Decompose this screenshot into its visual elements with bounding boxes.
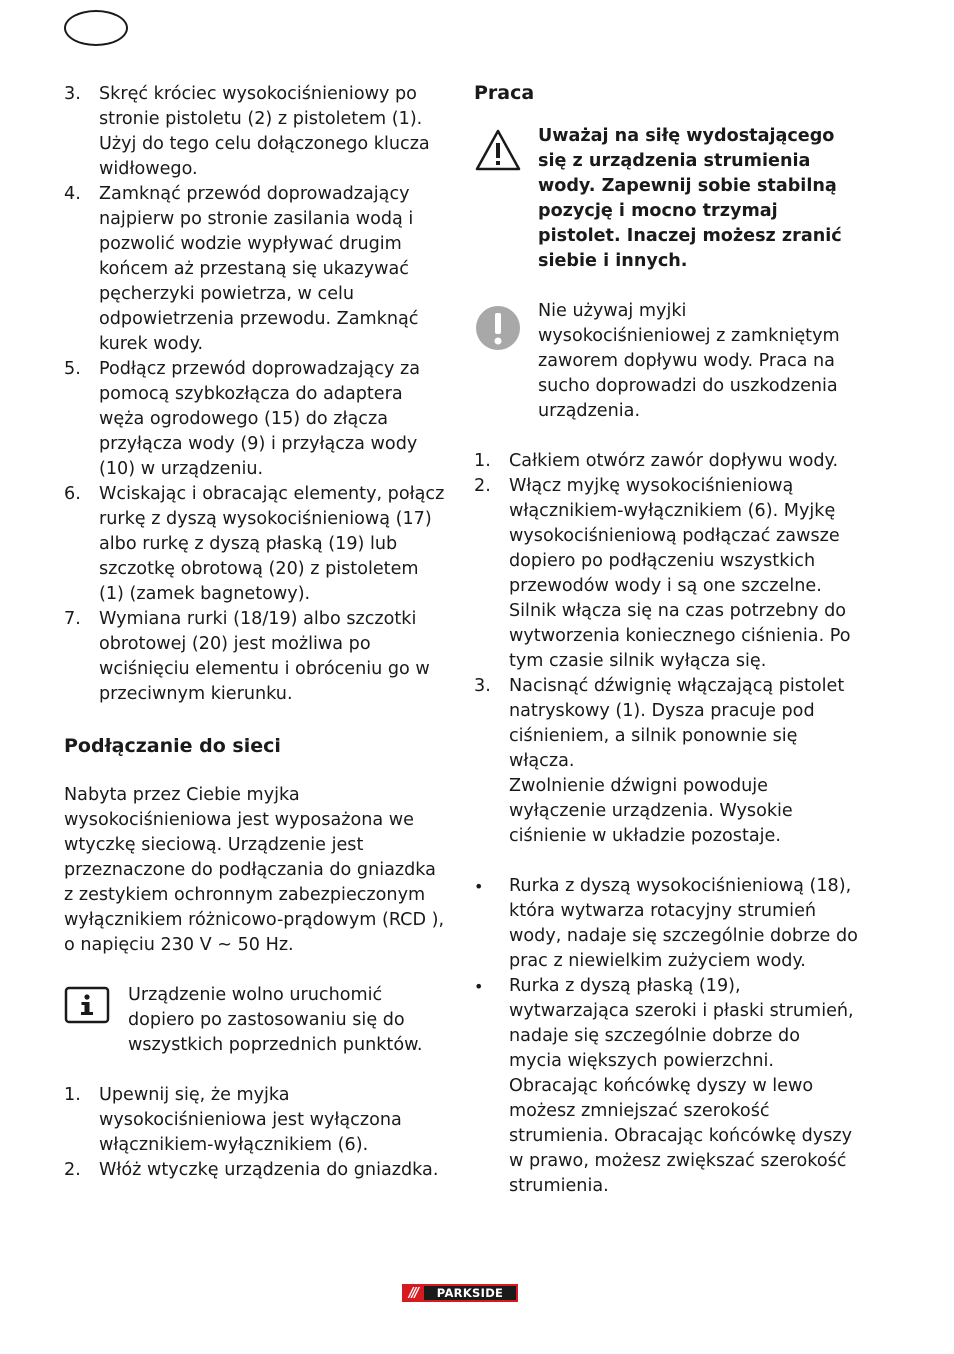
nozzle-bullets (474, 874, 858, 1199)
caution-note (474, 299, 858, 424)
section-heading-work: Praca (474, 82, 535, 104)
list-item-text: Podłącz przewód doprowadzający za pomocą szybkozłącza do adaptera węża ogrodowego (15) do złącza przyłącza wody (9) i przyłącza wody (10) w urządzeniu. (99, 359, 420, 479)
logo-brand-text: PARKSIDE (424, 1286, 516, 1300)
list-item (474, 674, 858, 849)
list-item-text: Włącz myjkę wysokociśnieniową włącznikiem-wyłącznikiem (6). Myjkę wysokociśnieniową podłączać zawsze dopiero po podłączeniu wszystkich przewodów wody i są one szczelne. Silnik włącza się na czas potrzebny do wytworzenia koniecznego ciśnienia. Po tym czasie silnik wyłącza się. (509, 476, 851, 671)
list-item (64, 357, 448, 482)
list-number: 1. (64, 1085, 81, 1105)
info-icon (64, 983, 110, 1031)
warning-triangle-icon (474, 128, 522, 176)
bullet-item (474, 974, 858, 1199)
list-item-text: Nacisnąć dźwignię włączającą pistolet natryskowy (1). Dysza pracuje pod ciśnieniem, a silnik ponownie się włącza. (509, 676, 845, 771)
exclamation-circle-icon (474, 304, 522, 356)
bullet-icon: • (474, 877, 484, 896)
list-item-text: Wciskając i obracając elementy, połącz rurkę z dyszą wysokociśnieniową (17) albo rurkę z dyszą płaską (19) lub szczotkę obrotową (20) z pistoletem (1) (zamek bagnetowy). (99, 484, 445, 604)
list-number: 5. (64, 359, 81, 379)
list-item (64, 1083, 448, 1158)
list-item-text: Włóż wtyczkę urządzenia do gniazdka. (99, 1160, 439, 1180)
list-number: 1. (474, 451, 491, 471)
list-item-text: Upewnij się, że myjka wysokociśnieniowa jest wyłączona włącznikiem-wyłącznikiem (6). (99, 1085, 402, 1155)
list-item (64, 607, 448, 707)
list-item (64, 482, 448, 607)
right-column (474, 82, 858, 1199)
list-item-text: Całkiem otwórz zawór dopływu wody. (509, 451, 839, 471)
section-heading-mains: Podłączanie do sieci (64, 735, 281, 757)
list-item-text: Rurka z dyszą płaską (19), wytwarzająca szeroki i płaski strumień, nadaje się szczególnie dobrze do mycia większych powierzchni. (509, 976, 854, 1071)
list-item-continuation: Obracając końcówkę dyszy w lewo możesz zmniejszać szerokość strumienia. Obracając końcówkę dyszy w prawo, możesz zwiększać szerokość strumienia. (509, 1076, 853, 1196)
bullet-icon: • (474, 977, 484, 996)
list-number: 3. (474, 676, 491, 696)
list-number: 4. (64, 184, 81, 204)
list-item (64, 82, 448, 182)
caution-text: Nie używaj myjki wysokociśnieniowej z zamkniętym zaworem dopływu wody. Praca na sucho doprowadzi do uszkodzenia urządzenia. (538, 301, 840, 421)
parkside-logo (402, 1284, 518, 1302)
connection-steps (64, 1083, 448, 1183)
list-number: 7. (64, 609, 81, 629)
language-badge (64, 10, 128, 46)
warning-note (474, 124, 858, 274)
list-item-text: Skręć króciec wysokociśnieniowy po stronie pistoletu (2) z pistoletem (1). Użyj do tego celu dołączonego klucza widłowego. (99, 84, 430, 179)
list-item (474, 449, 858, 474)
bullet-item (474, 874, 858, 974)
list-item (474, 474, 858, 674)
list-number: 6. (64, 484, 81, 504)
warning-text: Uważaj na siłę wydostającego się z urządzenia strumienia wody. Zapewnij sobie stabilną pozycję i mocno trzymaj pistolet. Inaczej możesz zranić siebie i innych. (538, 126, 842, 271)
list-item-text: Zamknąć przewód doprowadzający najpierw po stronie zasilania wodą i pozwolić wodzie wypływać drugim końcem aż przestaną się ukazywać pęcherzyki powietrza, w celu odpowietrzenia przewodu. Zamknąć kurek wody. (99, 184, 419, 354)
operation-steps (474, 449, 858, 849)
logo-stripes-icon: /// (408, 1285, 418, 1301)
list-item (64, 1158, 448, 1183)
list-item-text: Rurka z dyszą wysokociśnieniową (18), która wytwarza rotacyjny strumień wody, nadaje się szczególnie dobrze do prac z niewielkim zużyciem wody. (509, 876, 858, 971)
info-note (64, 983, 448, 1058)
left-column (64, 82, 448, 1183)
list-number: 2. (474, 476, 491, 496)
info-note-text: Urządzenie wolno uruchomić dopiero po zastosowaniu się do wszystkich poprzednich punktów. (128, 985, 423, 1055)
list-item (64, 182, 448, 357)
list-item-continuation: Zwolnienie dźwigni powoduje wyłączenie urządzenia. Wysokie ciśnienie w układzie pozostaje. (509, 776, 793, 846)
assembly-steps (64, 82, 448, 707)
list-item-text: Wymiana rurki (18/19) albo szczotki obrotowej (20) jest możliwa po wciśnięciu elementu i obróceniu go w przeciwnym kierunku. (99, 609, 430, 704)
list-number: 3. (64, 84, 81, 104)
list-number: 2. (64, 1160, 81, 1180)
mains-intro: Nabyta przez Ciebie myjka wysokociśnieniowa jest wyposażona we wtyczkę sieciową. Urządzenie jest przeznaczone do podłączania do gniazdka z zestykiem ochronnym zabezpieczonym wyłącznikiem różnicowo-prądowym (RCD ), o napięciu 230 V ~ 50 Hz. (64, 785, 445, 955)
